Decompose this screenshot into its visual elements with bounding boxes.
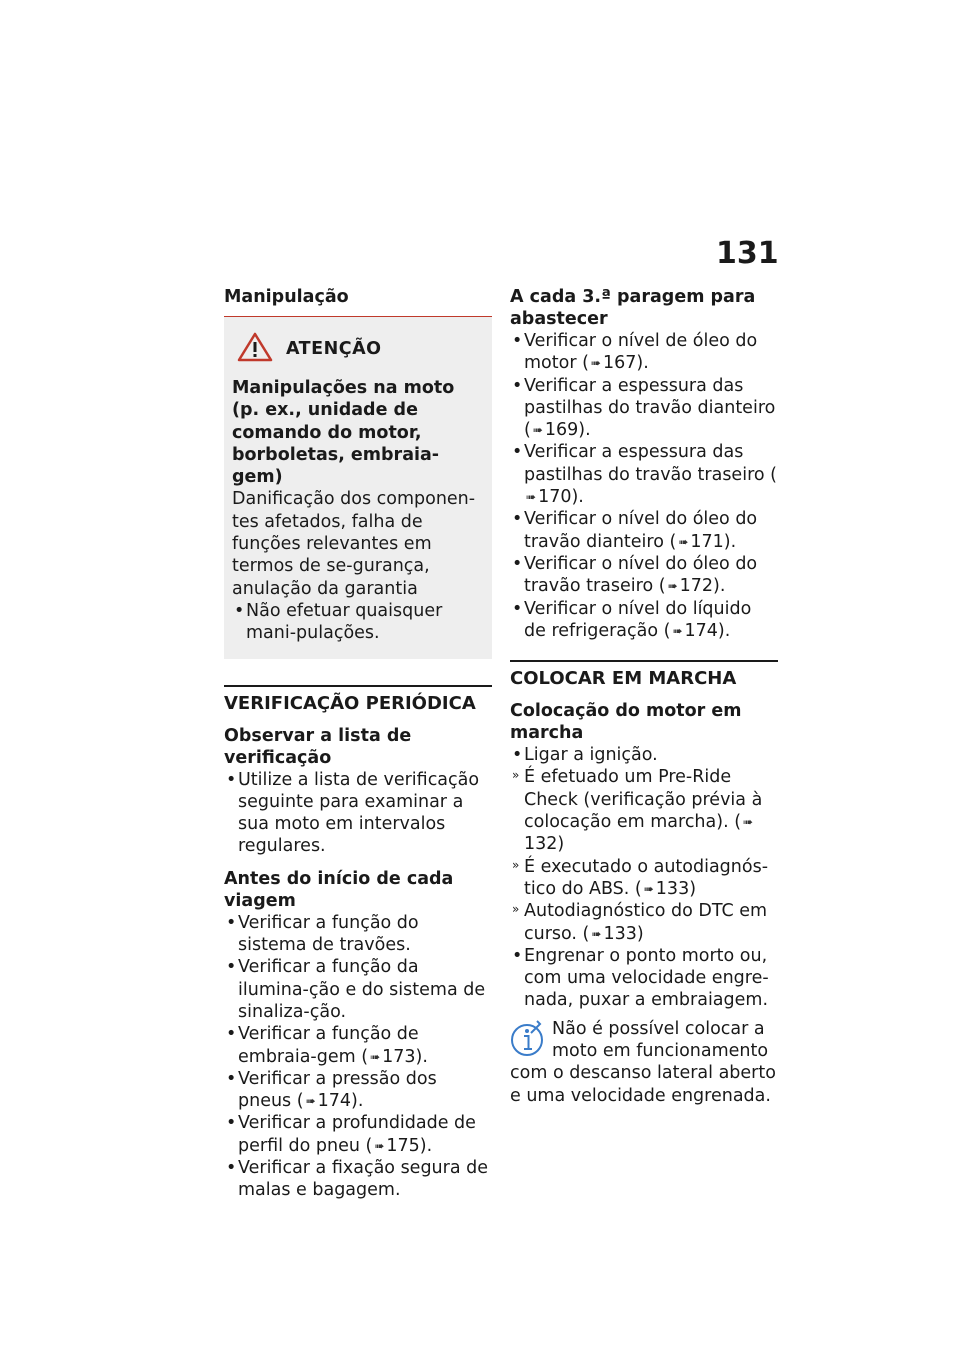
warning-title: ATENÇÃO [286, 339, 382, 359]
page-reference: 172). [679, 576, 726, 597]
checklist-text: Utilize a lista de verificação seguinte para examinar a sua moto em intervalos regulares. [238, 769, 480, 857]
page-ref-arrow-icon: ➠ [667, 579, 678, 594]
start-step-item: » Autodiagnóstico do DTC em curso. ( ➠ 133) [512, 901, 768, 944]
page-ref-arrow-icon: ➠ [305, 1094, 316, 1109]
page-reference: 171). [690, 531, 737, 552]
refuel-check-item: • Verificar o nível de óleo do motor ( ➠ 167). [512, 331, 758, 374]
note-continuation: com o descanso lateral aberto e uma velocidade engrenada. [510, 1063, 776, 1106]
page-ref-arrow-icon: ➠ [532, 423, 543, 438]
page-ref-arrow-icon: ➠ [643, 881, 654, 896]
page-reference: 170). [538, 487, 584, 508]
warning-subtitle: Manipulações na moto (p. ex., unidade de comando do motor, borboletas, embraia-gem) [232, 378, 455, 488]
refuel-check-text: Verificar o nível do óleo do travão dianteiro ( [524, 509, 758, 552]
page-reference: 175). [386, 1135, 433, 1156]
section-divider [224, 685, 492, 715]
section-title-start: COLOCAR EM MARCHA [510, 668, 737, 690]
checklist-item: • Utilize a lista de verificação seguinte para examinar a sua moto em intervalos regulares. [226, 769, 480, 857]
page-ref-arrow-icon: ➠ [374, 1138, 385, 1153]
start-step-text: É executado o autodiagnós-tico do ABS. ( [524, 856, 769, 899]
page-reference: 133) [655, 878, 697, 899]
start-step-text: É efetuado um Pre-Ride Check (verificação prévia à colocação em marcha). ( [524, 767, 763, 833]
page-reference: 169). [544, 420, 591, 441]
trip-check-text: Verificar a pressão dos pneus ( [238, 1068, 437, 1112]
refuel-check-text: Verificar o nível do óleo do travão traseiro ( [524, 553, 758, 597]
start-step-item: • Engrenar o ponto morto ou, com uma velocidade engre-nada, puxar a embraiagem. [512, 945, 769, 1011]
refuel-check-item: • Verificar o nível do óleo do travão traseiro ( ➠ 172). [512, 553, 758, 597]
start-step-text: Ligar a ignição. [524, 745, 658, 766]
trip-check-text: Verificar a profundidade de perfil do pneu ( [238, 1113, 476, 1156]
trip-check-text: Verificar a função da ilumina-ção e do sistema de sinaliza-ção. [238, 957, 486, 1022]
trip-check-text: Verificar a função de embraia-gem ( [238, 1024, 419, 1067]
start-step-item: • Ligar a ignição. [512, 745, 658, 766]
page-ref-arrow-icon: ➠ [591, 926, 602, 941]
warning-header [232, 329, 484, 369]
refuel-check-item: • Verificar a espessura das pastilhas do travão dianteiro ( ➠ 169). [512, 375, 776, 441]
start-step-item: » É executado o autodiagnós-tico do ABS. ( ➠ 133) [512, 856, 769, 899]
page-ref-arrow-icon: ➠ [370, 1049, 381, 1064]
start-step-text: Engrenar o ponto morto ou, com uma velocidade engre-nada, puxar a embraiagem. [524, 945, 769, 1011]
page-ref-arrow-icon: ➠ [672, 623, 683, 638]
refuel-check-item: • Verificar o nível do óleo do travão dianteiro ( ➠ 171). [512, 509, 758, 552]
before-trip-heading: Antes do início de cada viagem [224, 868, 454, 911]
page-reference: 174). [317, 1091, 364, 1112]
page-ref-arrow-icon: ➠ [743, 815, 754, 830]
trip-check-item: • Verificar a função do sistema de travões. [226, 912, 419, 956]
refuel-check-text: Verificar o nível do líquido de refrigeração ( [524, 598, 752, 641]
checklist-heading: Observar a lista de verificação [224, 725, 412, 768]
info-note [510, 1018, 778, 1063]
page-number: 131 [716, 236, 779, 271]
page-reference: 174). [684, 620, 731, 641]
page-reference: 133) [603, 923, 644, 944]
trip-check-item: • Verificar a fixação segura de malas e bagagem. [226, 1158, 489, 1201]
refuel-check-item: • Verificar a espessura das pastilhas do travão traseiro (➠ 170). [512, 442, 777, 508]
section-divider [510, 660, 778, 690]
trip-check-item: • Verificar a função da ilumina-ção e do sistema de sinaliza-ção. [226, 957, 486, 1022]
warning-box [224, 317, 492, 659]
refuel-heading: A cada 3.ª paragem para abastecer [510, 287, 756, 329]
page-ref-arrow-icon: ➠ [678, 534, 689, 549]
right-column [510, 286, 778, 1107]
page-ref-arrow-icon: ➠ [526, 490, 537, 505]
refuel-check-item: • Verificar o nível do líquido de refrigeração ( ➠ 174). [512, 598, 752, 641]
page-reference: 167). [602, 353, 649, 374]
info-icon [510, 1018, 544, 1063]
note-text: Não é possível colocar a moto em funcionamento [552, 1018, 769, 1062]
refuel-check-text: Verificar a espessura das pastilhas do travão traseiro ( [524, 442, 777, 485]
manipulation-heading: Manipulação [224, 287, 349, 307]
start-step-text: Autodiagnóstico do DTC em curso. ( [524, 901, 768, 944]
trip-check-item: • Verificar a profundidade de perfil do pneu ( ➠ 175). [226, 1113, 476, 1156]
refuel-check-text: Verificar a espessura das pastilhas do travão dianteiro ( [524, 375, 776, 441]
warning-triangle-icon [236, 331, 274, 367]
page-ref-arrow-icon: ➠ [590, 356, 601, 371]
trip-check-item: • Verificar a função de embraia-gem ( ➠ 173). [226, 1024, 428, 1067]
page-reference: 173). [382, 1046, 428, 1067]
section-title-periodic-check: VERIFICAÇÃO PERIÓDICA [224, 692, 476, 714]
warning-body: Danificação dos componen-tes afetados, falha de funções relevantes em termos de se-gurança, anulação da garantia [232, 489, 476, 599]
start-step-item: » É efetuado um Pre-Ride Check (verificação prévia à colocação em marcha). ( ➠132) [512, 767, 763, 855]
start-engine-heading: Colocação do motor em marcha [510, 701, 742, 744]
refuel-check-text: Verificar o nível de óleo do motor ( [524, 331, 758, 374]
left-column [224, 286, 492, 1202]
trip-check-text: Verificar a função do sistema de travões. [238, 912, 419, 956]
page-reference: 132) [524, 834, 565, 855]
warning-bullet: • Não efetuar quaisquer mani-pulações. [234, 600, 443, 644]
trip-check-text: Verificar a fixação segura de malas e bagagem. [238, 1158, 489, 1201]
trip-check-item: • Verificar a pressão dos pneus ( ➠ 174). [226, 1068, 437, 1112]
